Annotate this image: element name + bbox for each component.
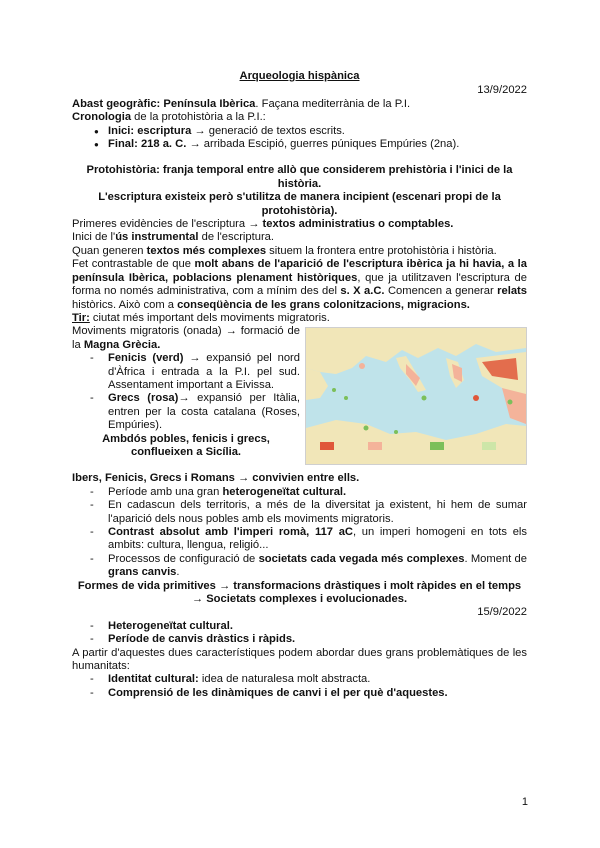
definition-escriptura: L'escriptura existeix però s'utilitza de manera incipient (escenari propi de la protohistòria).	[98, 191, 501, 217]
peoples-list	[72, 352, 300, 432]
paragraph-frontera: Quan generen textos més complexes situem la frontera entre protohistòria i història.	[72, 244, 497, 257]
document-title: Arqueologia hispànica	[239, 70, 360, 82]
list-item: - Contrast absolut amb l'imperi romà, 117 aC, un imperi homogeni en tots els ambits: cultura, llengua, religió...	[90, 526, 527, 553]
map-svg	[306, 328, 526, 464]
cronologia-line: Cronologia de la protohistòria a la P.I.:	[72, 111, 266, 124]
list-item: - Processos de configuració de societats cada vegada més complexes. Moment de grans canvis.	[90, 553, 527, 580]
problematiques-list	[72, 673, 527, 700]
migrations-section	[72, 325, 527, 459]
list-item: - Identitat cultural: idea de naturalesa molt abstracta.	[90, 673, 527, 686]
paragraph-moviments: Moviments migratoris (onada) → formació de la Magna Grècia.	[72, 325, 300, 351]
ibers-list	[72, 486, 527, 580]
paragraph-fet: Fet contrastable de que molt abans de l'aparició de l'escriptura ibèrica ja hi havia, a la península Ibèrica, poblacions plenament històriques, que ja utilitzaven l'escriptura de forma no només administrativa, com a mínim des del s. X a.C. Comencen a generar relats històrics. Això com a conseqüència de les grans colonitzacions, migracions.	[72, 258, 528, 311]
cronologia-list	[72, 125, 527, 152]
date-first: 13/9/2022	[477, 84, 527, 97]
paragraph-tir: Tir: ciutat més important dels moviments migratoris.	[72, 311, 330, 324]
paragraph-inici: Inici de l'ús instrumental de l'escriptura.	[72, 231, 275, 244]
list-item: - Grecs (rosa)→ expansió per Itàlia, entren per la costa catalana (Roses, Empúries).	[90, 392, 300, 432]
definition-protohistoria: Protohistòria: franja temporal entre allò que considerem prehistòria i l'inici de la història.	[86, 164, 513, 190]
list-item: - Període amb una gran heterogeneïtat cultural.	[90, 486, 527, 499]
abast-line: Abast geogràfic: Península Ibèrica. Façana mediterrània de la P.I.	[72, 97, 411, 110]
list-item: - Heterogeneïtat cultural.	[90, 620, 527, 633]
formes-de-vida: Formes de vida primitives → transformacions dràstiques i molt ràpides en el temps → Societats complexes i evolucionades.	[77, 579, 522, 606]
list-item: - En cadascun dels territoris, a més de la diversitat ja existent, hi hem de sumar l'aparició dels nous pobles amb els moviments migratoris.	[90, 499, 527, 526]
paragraph-evidencies: Primeres evidències de l'escriptura → textos administratius o comptables.	[72, 218, 454, 231]
paragraph-apartir: A partir d'aquestes dues característiques podem abordar dues grans problemàtiques de les humanitats:	[72, 646, 527, 673]
heading-ibers: Ibers, Fenicis, Grecs i Romans → convivien entre ells.	[72, 472, 360, 485]
list-item: - Comprensió de les dinàmiques de canvi i el per què d'aquestes.	[90, 687, 527, 700]
page-number: 1	[521, 796, 528, 808]
list-item: - Període de canvis dràstics i ràpids.	[90, 633, 527, 646]
summary-list	[72, 620, 527, 647]
list-item: ● Inici: escriptura → generació de textos escrits.	[94, 125, 527, 138]
list-item: ● Final: 218 a. C. → arribada Escipió, guerres púniques Empúries (2na).	[94, 138, 527, 151]
list-item: - Fenicis (verd) → expansió pel nord d'Àfrica i entrada a la P.I. pel sud. Assentament important a Eivissa.	[90, 352, 300, 392]
ambdos-pobles: Ambdós pobles, fenicis i grecs, conflueixen a Sicília.	[102, 432, 270, 458]
mediterranean-map-image	[305, 327, 527, 465]
date-second: 15/9/2022	[477, 606, 527, 619]
document-page	[72, 70, 527, 700]
